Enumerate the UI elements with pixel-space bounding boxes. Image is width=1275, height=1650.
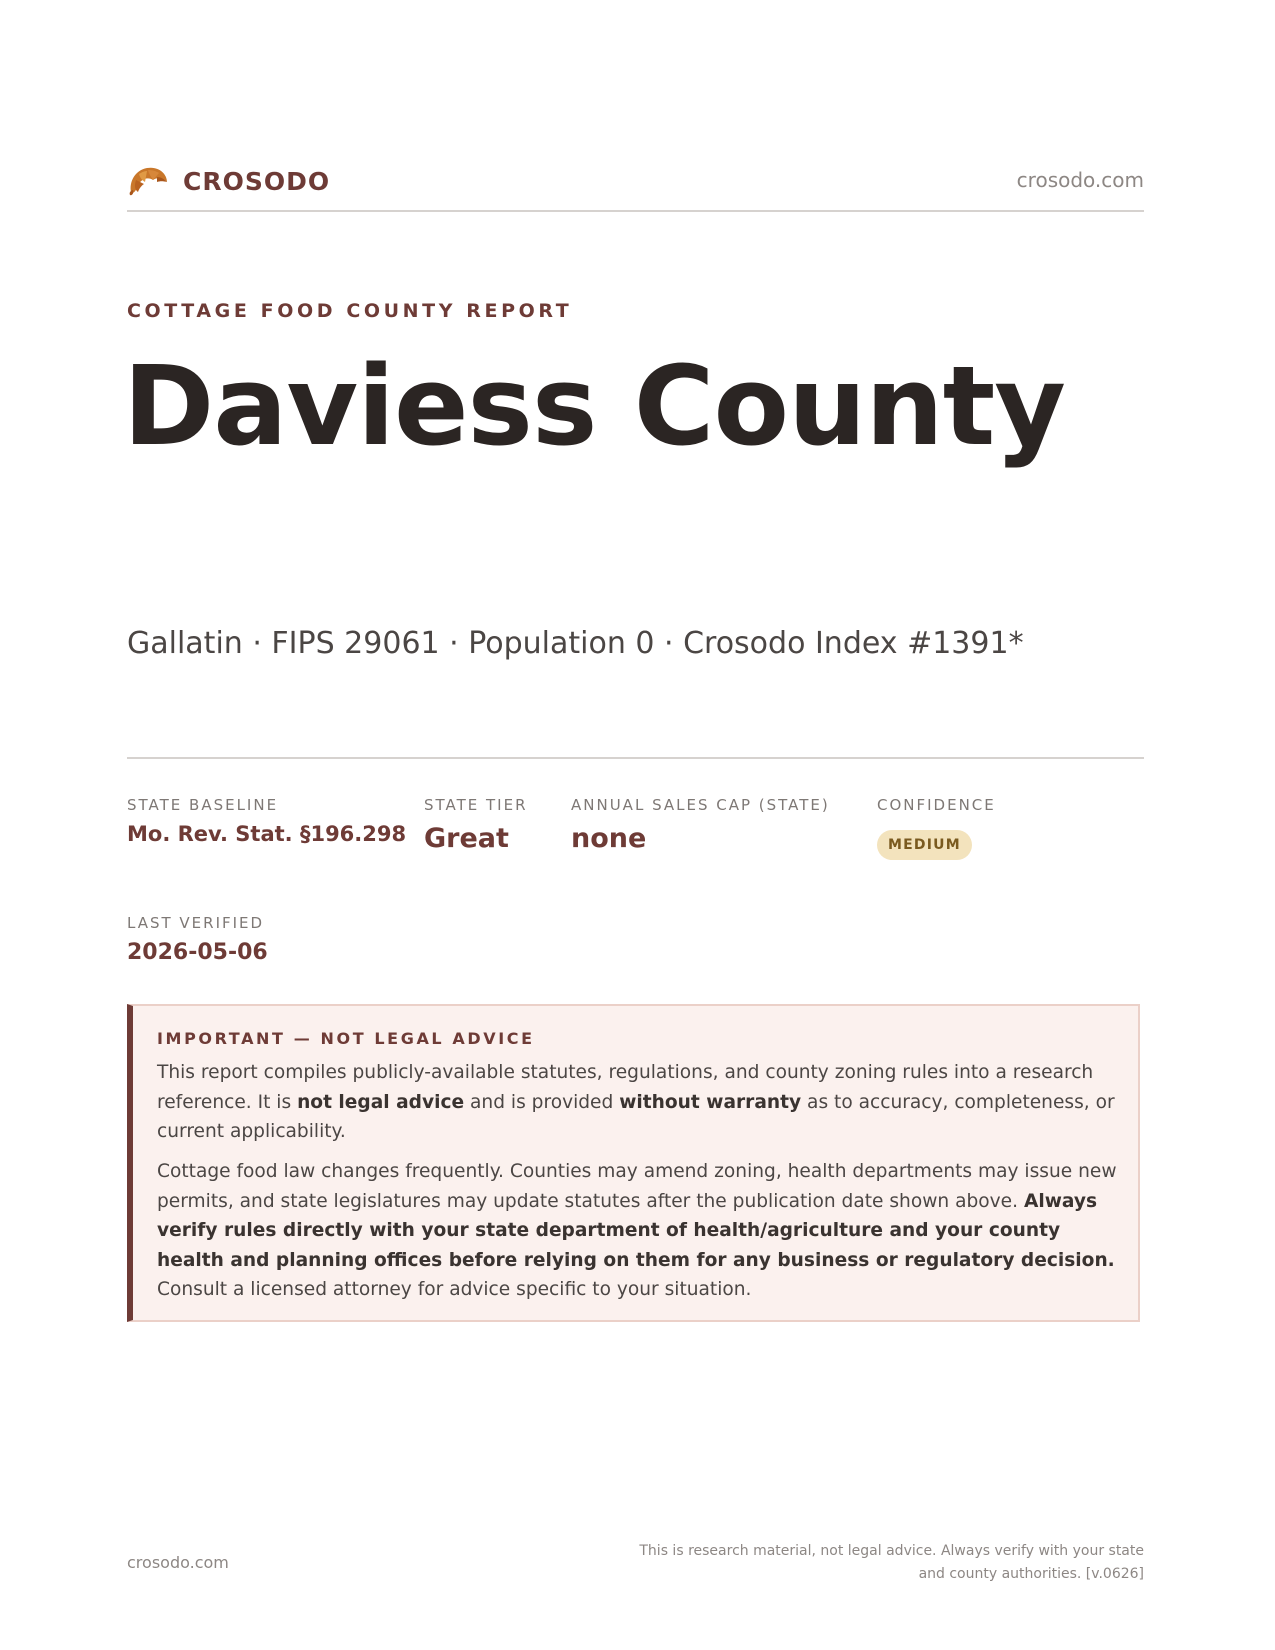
state-tier-value: Great (424, 823, 509, 854)
brand (127, 162, 330, 200)
state-baseline-value: Mo. Rev. Stat. §196.298 (127, 822, 407, 846)
croissant-icon (127, 162, 169, 200)
last-verified-label: LAST VERIFIED (127, 914, 265, 932)
site-url[interactable]: crosodo.com (1016, 168, 1144, 192)
last-verified-value: 2026-05-06 (127, 940, 268, 965)
confidence-badge: MEDIUM (877, 830, 972, 860)
notice-paragraph-2: Cottage food law changes frequently. Counties may amend zoning, health departments may issue new permits, and state legislatures may update statutes after the publication date shown above. Always verify rules directly with your state department of health/agriculture and your county health and planning offices before relying on them for any business or regulatory decision. Consult a licensed attorney for advice specific to your situation. (157, 1161, 1117, 1300)
footer-disclaimer-line-1: This is research material, not legal advice. Always verify with your state (639, 1543, 1144, 1559)
confidence-label: CONFIDENCE (877, 796, 996, 814)
page-header (127, 158, 1144, 212)
page-title: Daviess County (123, 342, 1066, 470)
state-baseline-label: STATE BASELINE (127, 796, 279, 814)
report-page (123, 0, 1144, 1650)
section-divider (127, 757, 1144, 759)
footer-disclaimer (624, 1540, 1144, 1586)
sales-cap-label: ANNUAL SALES CAP (STATE) (571, 796, 830, 814)
report-eyebrow: COTTAGE FOOD COUNTY REPORT (127, 300, 573, 322)
state-tier-label: STATE TIER (424, 796, 528, 814)
notice-title: IMPORTANT — NOT LEGAL ADVICE (157, 1029, 535, 1048)
footer-site-url[interactable]: crosodo.com (127, 1553, 229, 1572)
county-subtitle: Gallatin · FIPS 29061 · Population 0 · Crosodo Index #1391* (127, 626, 1024, 661)
sales-cap-value: none (571, 823, 647, 854)
brand-name: CROSODO (183, 166, 331, 196)
notice-paragraph-1: This report compiles publicly-available statutes, regulations, and county zoning rules into a research reference. It is not legal advice and is provided without warranty as to accuracy, completeness, or current applicability. (157, 1062, 1115, 1142)
legal-notice (127, 1004, 1140, 1322)
footer-disclaimer-line-2: and county authorities. [v.0626] (918, 1566, 1144, 1582)
